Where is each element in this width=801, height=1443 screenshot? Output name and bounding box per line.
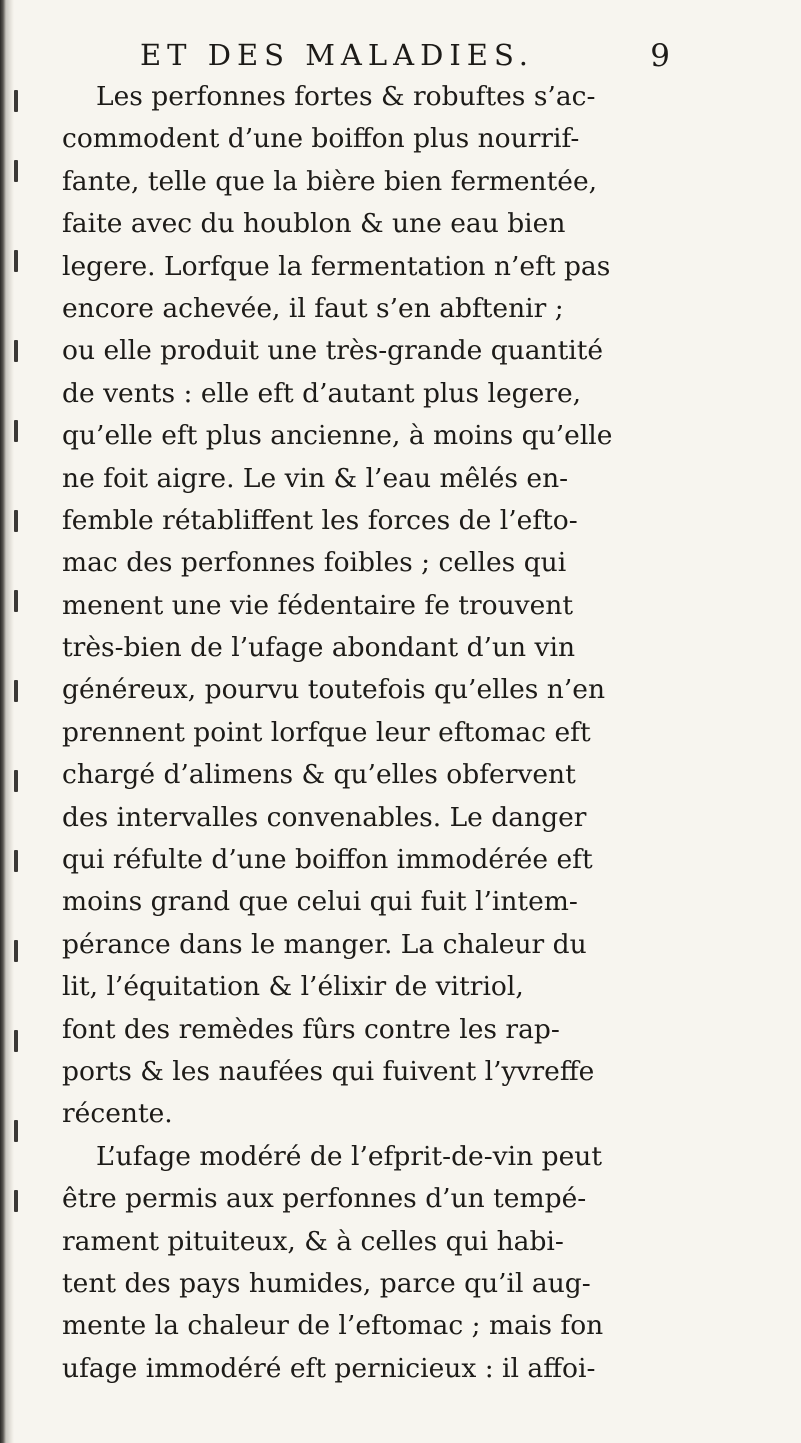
text-line: chargé d’alimens & qu’elles obfervent	[62, 759, 576, 791]
text-line: tent des pays humides, parce qu’il aug-	[62, 1267, 591, 1299]
text-line: qu’elle eft plus ancienne, à moins qu’elle	[62, 420, 613, 452]
running-head-title: ET DES MALADIES.	[140, 38, 535, 72]
book-gutter-shadow	[0, 0, 14, 1443]
text-line: lit, l’équitation & l’élixir de vitriol,	[62, 971, 524, 1003]
text-line: fante, telle que la bière bien fermentée,	[62, 165, 598, 197]
text-line: qui réfulte d’une boiffon immodérée eft	[62, 844, 593, 876]
text-line: mente la chaleur de l’eftomac ; mais fon	[62, 1310, 604, 1342]
body-text	[62, 76, 772, 1390]
text-line: être permis aux perfonnes d’un tempé-	[62, 1183, 587, 1215]
text-line: de vents : elle eft d’autant plus legere,	[62, 377, 582, 409]
text-line: mac des perfonnes foibles ; celles qui	[62, 547, 567, 579]
text-line: récente.	[62, 1098, 173, 1130]
text-line: pérance dans le manger. La chaleur du	[62, 928, 587, 960]
text-line: menent une vie fédentaire fe trouvent	[62, 589, 574, 621]
text-line: ufage immodéré eft pernicieux : il affoi-	[62, 1352, 596, 1384]
text-line: des intervalles convenables. Le danger	[62, 801, 587, 833]
text-line: encore achevée, il faut s’en abftenir ;	[62, 292, 564, 324]
text-line: commodent d’une boiffon plus nourrif-	[62, 123, 580, 155]
text-line: L’ufage modéré de l’efprit-de-vin peut	[96, 1140, 602, 1172]
text-line: très-bien de l’ufage abondant d’un vin	[62, 632, 576, 664]
text-line: ou elle produit une très-grande quantité	[62, 335, 604, 367]
text-line: Les perfonnes fortes & robuftes s’ac-	[96, 81, 596, 112]
text-line: femble rétabliffent les forces de l’efto-	[62, 504, 578, 536]
text-line: moins grand que celui qui fuit l’intem-	[62, 886, 578, 918]
text-line: ne foit aigre. Le vin & l’eau mêlés en-	[62, 462, 569, 494]
text-line: faite avec du houblon & une eau bien	[62, 208, 566, 240]
text-line: prennent point lorfque leur eftomac eft	[62, 716, 591, 748]
gutter-bleed-marks	[14, 90, 24, 1210]
page-number: 9	[650, 38, 670, 74]
text-line: font des remèdes fûrs contre les rap-	[62, 1013, 560, 1045]
text-line: rament pituiteux, & à celles qui habi-	[62, 1225, 564, 1257]
text-line: ports & les naufées qui fuivent l’yvreffe	[62, 1055, 595, 1087]
text-line: legere. Lorfque la fermentation n’eft pas	[62, 250, 611, 282]
text-line: généreux, pourvu toutefois qu’elles n’en	[62, 674, 606, 706]
